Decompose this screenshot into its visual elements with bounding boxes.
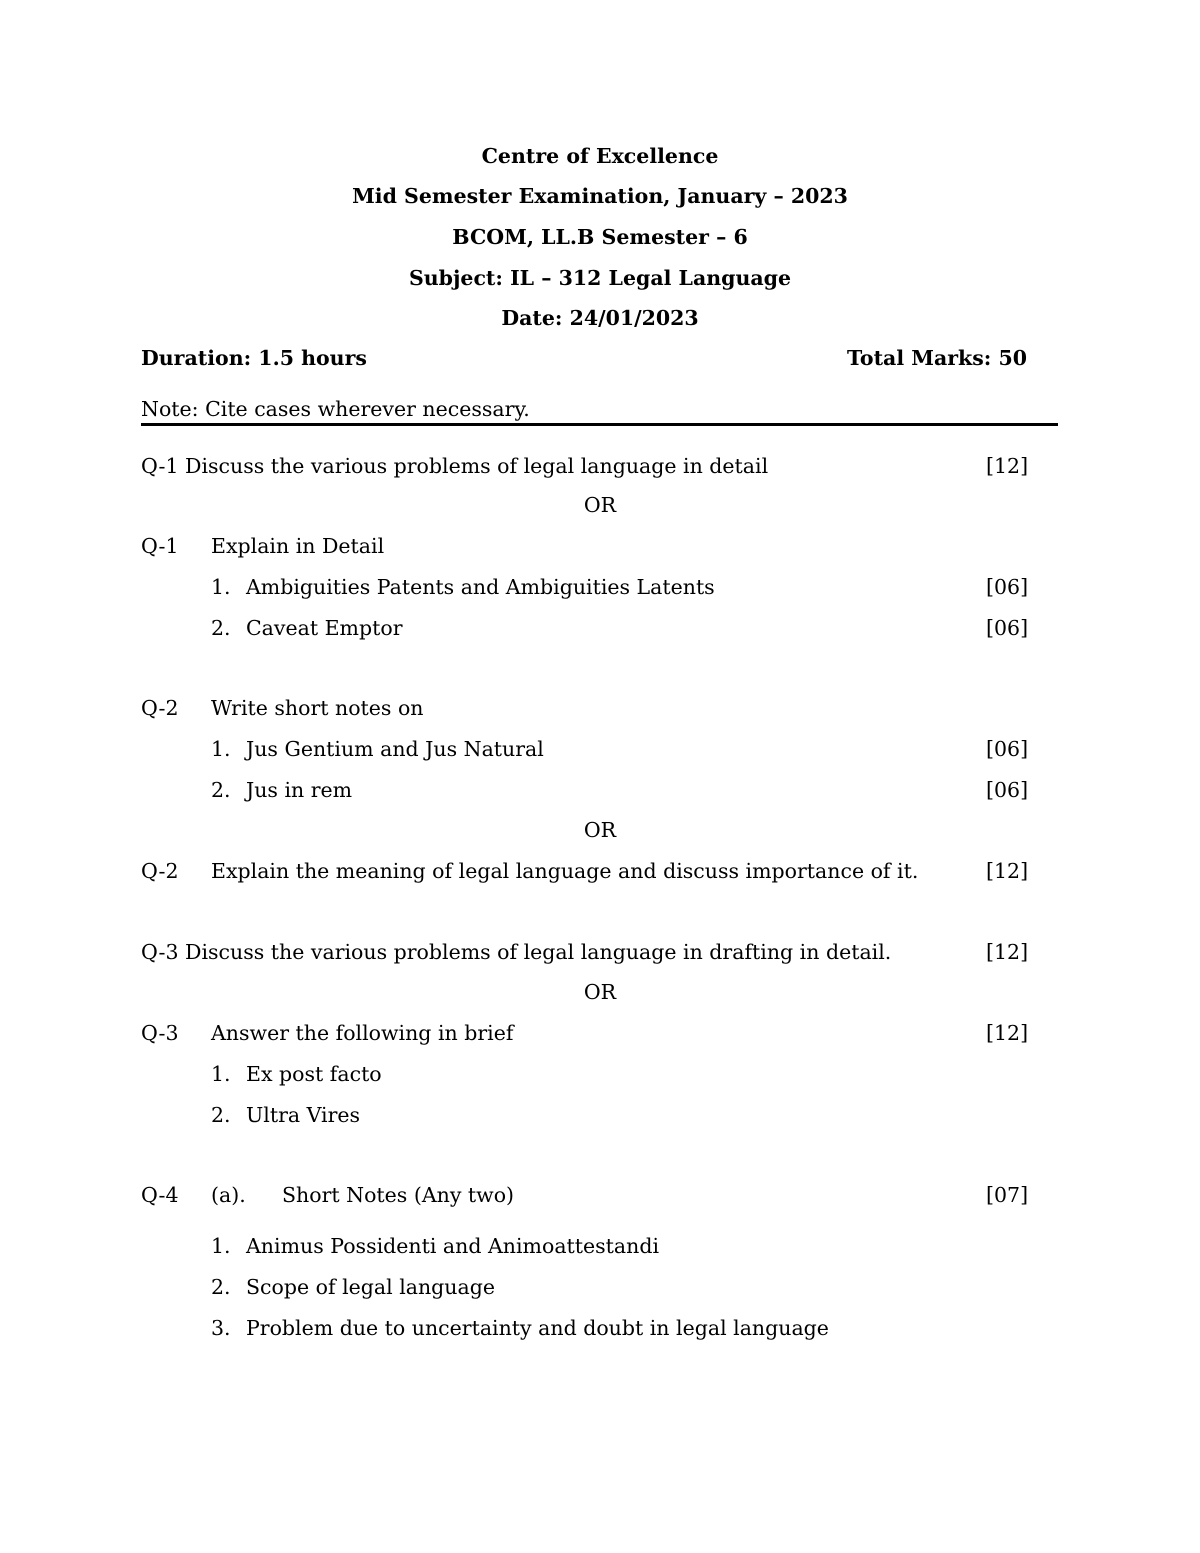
q1b-item1-num: 1.: [211, 575, 231, 599]
program-line: BCOM, LL.B Semester – 6: [452, 225, 748, 249]
subject-line: Subject: IL – 312 Legal Language: [408, 266, 792, 290]
q4-item2-num: 2.: [211, 1275, 231, 1299]
q4-item1-text: Animus Possidenti and Animoattestandi: [246, 1234, 660, 1258]
q1a-marks: [12]: [986, 454, 1029, 478]
q2a-item2-text: Jus in rem: [246, 778, 353, 802]
q1b-item1-text: Ambiguities Patents and Ambiguities Latents: [246, 575, 715, 599]
or-separator-3: OR: [583, 980, 617, 1004]
q2a-text: Write short notes on: [211, 696, 424, 720]
exam-title: Mid Semester Examination, January – 2023: [352, 184, 848, 208]
note: Note: Cite cases wherever necessary.: [141, 397, 530, 421]
q2a-label: Q-2: [141, 696, 179, 720]
q1b-item2-text: Caveat Emptor: [246, 616, 403, 640]
q4-label: Q-4: [141, 1183, 179, 1207]
q2b-marks: [12]: [986, 859, 1029, 883]
header-divider: [141, 423, 1058, 426]
q1b-text: Explain in Detail: [211, 534, 385, 558]
or-separator-1: OR: [583, 493, 617, 517]
q1b-item1-marks: [06]: [986, 575, 1029, 599]
q2b-text: Explain the meaning of legal language and discuss importance of it.: [211, 859, 919, 883]
q1b-item2-marks: [06]: [986, 616, 1029, 640]
q2a-item2-num: 2.: [211, 778, 231, 802]
q1a-text: Q-1 Discuss the various problems of legal language in detail: [141, 454, 769, 478]
q4-item1-num: 1.: [211, 1234, 231, 1258]
q4-part: (a).: [211, 1183, 246, 1207]
or-separator-2: OR: [583, 818, 617, 842]
q2a-item2-marks: [06]: [986, 778, 1029, 802]
q3b-item2-num: 2.: [211, 1103, 231, 1127]
q3b-text: Answer the following in brief: [211, 1021, 514, 1045]
q4-item3-num: 3.: [211, 1316, 231, 1340]
q2a-item1-num: 1.: [211, 737, 231, 761]
q3b-item1-num: 1.: [211, 1062, 231, 1086]
q3b-item2-text: Ultra Vires: [246, 1103, 361, 1127]
q4-item3-text: Problem due to uncertainty and doubt in legal language: [246, 1316, 829, 1340]
q4-marks: [07]: [986, 1183, 1029, 1207]
q3b-marks: [12]: [986, 1021, 1029, 1045]
q1b-item2-num: 2.: [211, 616, 231, 640]
duration: Duration: 1.5 hours: [141, 346, 367, 370]
date-line: Date: 24/01/2023: [501, 306, 699, 330]
q3a-marks: [12]: [986, 940, 1029, 964]
q2a-item1-text: Jus Gentium and Jus Natural: [246, 737, 544, 761]
q3b-label: Q-3: [141, 1021, 179, 1045]
institution-title: Centre of Excellence: [481, 144, 719, 168]
total-marks: Total Marks: 50: [847, 346, 1028, 370]
q4-text: Short Notes (Any two): [282, 1183, 515, 1207]
q1b-label: Q-1: [141, 534, 179, 558]
q4-item2-text: Scope of legal language: [246, 1275, 495, 1299]
q3b-item1-text: Ex post facto: [246, 1062, 382, 1086]
q3a-text: Q-3 Discuss the various problems of legal language in drafting in detail.: [141, 940, 892, 964]
q2b-label: Q-2: [141, 859, 179, 883]
q2a-item1-marks: [06]: [986, 737, 1029, 761]
